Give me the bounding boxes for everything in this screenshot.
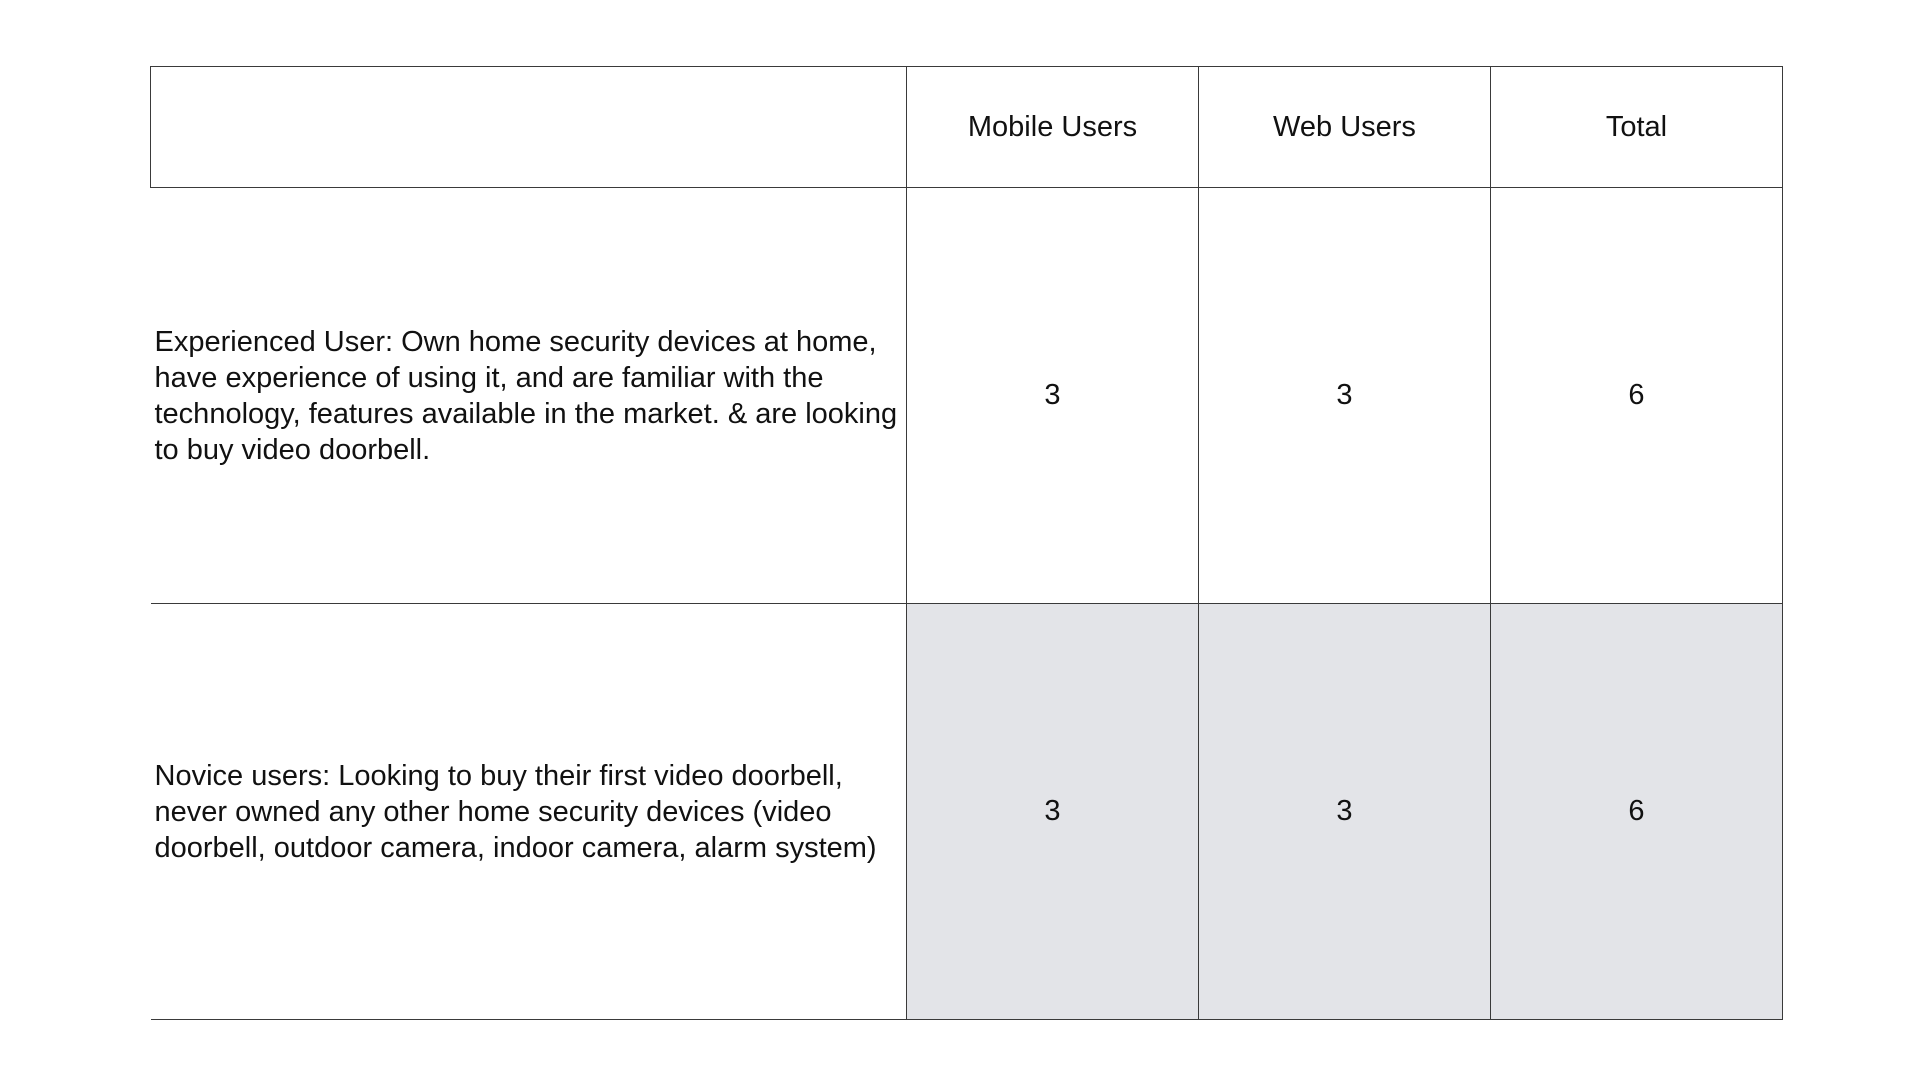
experienced-user-description: Experienced User: Own home security devices at home, have experience of using it, and are familiar with the technology, features available in the market. & are looking to buy video doorbell. xyxy=(151,188,907,604)
experienced-web-count: 3 xyxy=(1199,188,1491,604)
novice-total-count: 6 xyxy=(1491,604,1783,1020)
novice-user-description: Novice users: Looking to buy their first video doorbell, never owned any other home security devices (video doorbell, outdoor camera, indoor camera, alarm system) xyxy=(151,604,907,1020)
header-blank-cell xyxy=(151,67,907,188)
experienced-mobile-count: 3 xyxy=(907,188,1199,604)
novice-mobile-count: 3 xyxy=(907,604,1199,1020)
table-row-experienced xyxy=(151,188,1783,604)
header-mobile-users: Mobile Users xyxy=(907,67,1199,188)
table-header-row xyxy=(151,67,1783,188)
header-web-users: Web Users xyxy=(1199,67,1491,188)
novice-web-count: 3 xyxy=(1199,604,1491,1020)
experienced-total-count: 6 xyxy=(1491,188,1783,604)
header-total: Total xyxy=(1491,67,1783,188)
participant-table xyxy=(150,66,1783,1020)
table-row-novice xyxy=(151,604,1783,1020)
